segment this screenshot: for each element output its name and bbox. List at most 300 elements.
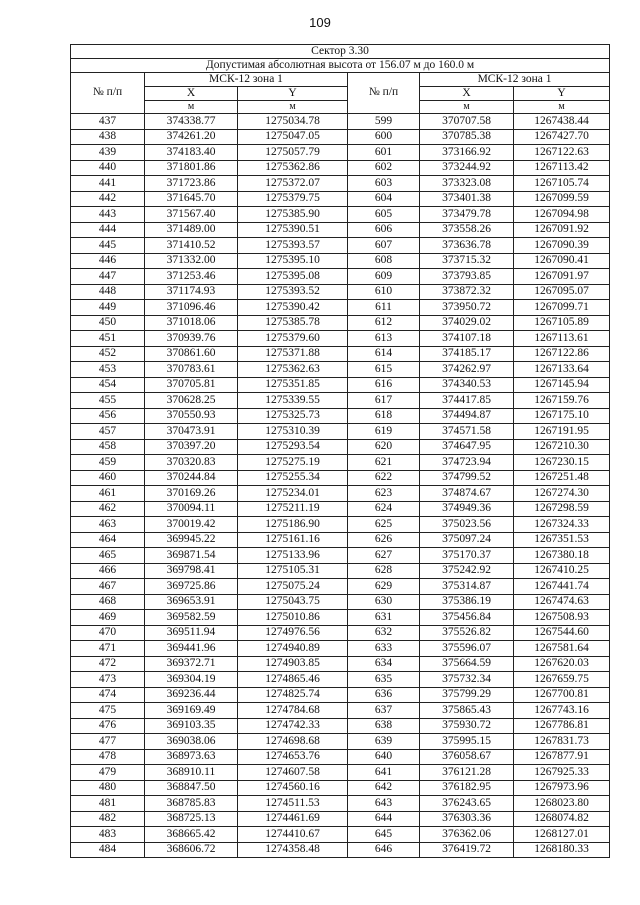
y-header-right: Y: [514, 87, 610, 101]
table-row: [71, 331, 610, 347]
x-coordinate: 370707.58: [420, 114, 514, 130]
table-row: [71, 408, 610, 424]
y-coordinate: 1267620.03: [514, 656, 610, 672]
coordinates-table: [70, 44, 610, 858]
table-row: [71, 796, 610, 812]
y-coordinate: 1275362.86: [238, 160, 348, 176]
point-number: 472: [71, 656, 145, 672]
y-coordinate: 1267786.81: [514, 718, 610, 734]
y-coordinate: 1267743.16: [514, 703, 610, 719]
y-coordinate: 1267105.74: [514, 176, 610, 192]
y-coordinate: 1274825.74: [238, 687, 348, 703]
point-number: 617: [348, 393, 420, 409]
x-coordinate: 373793.85: [420, 269, 514, 285]
y-coordinate: 1275034.78: [238, 114, 348, 130]
point-number: 448: [71, 284, 145, 300]
x-coordinate: 375386.19: [420, 594, 514, 610]
point-number: 621: [348, 455, 420, 471]
x-coordinate: 375930.72: [420, 718, 514, 734]
x-coordinate: 370705.81: [145, 377, 238, 393]
y-coordinate: 1267877.91: [514, 749, 610, 765]
table-row: [71, 718, 610, 734]
page-number: 109: [309, 15, 331, 30]
y-coordinate: 1267095.07: [514, 284, 610, 300]
x-coordinate: 368973.63: [145, 749, 238, 765]
point-number: 475: [71, 703, 145, 719]
y-coordinate: 1274461.69: [238, 811, 348, 827]
point-number: 633: [348, 641, 420, 657]
y-coordinate: 1275075.24: [238, 579, 348, 595]
point-number: 441: [71, 176, 145, 192]
point-number: 440: [71, 160, 145, 176]
table-body: [71, 114, 610, 858]
point-number: 469: [71, 610, 145, 626]
x-coordinate: 368847.50: [145, 780, 238, 796]
point-number: 623: [348, 486, 420, 502]
y-coordinate: 1267410.25: [514, 563, 610, 579]
point-number: 456: [71, 408, 145, 424]
x-coordinate: 371332.00: [145, 253, 238, 269]
x-coordinate: 374874.67: [420, 486, 514, 502]
table-row: [71, 672, 610, 688]
y-coordinate: 1275234.01: [238, 486, 348, 502]
table-row: [71, 517, 610, 533]
x-coordinate: 369169.49: [145, 703, 238, 719]
x-coordinate: 369798.41: [145, 563, 238, 579]
x-coordinate: 369582.59: [145, 610, 238, 626]
y-coordinate: 1275211.19: [238, 501, 348, 517]
x-coordinate: 374262.97: [420, 362, 514, 378]
point-number: 453: [71, 362, 145, 378]
y-coordinate: 1267113.42: [514, 160, 610, 176]
y-coordinate: 1267145.94: [514, 377, 610, 393]
y-coordinate: 1267122.63: [514, 145, 610, 161]
point-number: 438: [71, 129, 145, 145]
y-coordinate: 1267380.18: [514, 548, 610, 564]
point-number: 467: [71, 579, 145, 595]
point-number: 480: [71, 780, 145, 796]
point-number: 468: [71, 594, 145, 610]
x-coordinate: 373244.92: [420, 160, 514, 176]
point-number: 605: [348, 207, 420, 223]
point-number: 637: [348, 703, 420, 719]
y-coordinate: 1268127.01: [514, 827, 610, 843]
x-coordinate: 374107.18: [420, 331, 514, 347]
table-row: [71, 687, 610, 703]
table-row: [71, 129, 610, 145]
point-number: 614: [348, 346, 420, 362]
y-coordinate: 1267191.95: [514, 424, 610, 440]
x-coordinate: 373715.32: [420, 253, 514, 269]
x-coordinate: 370785.38: [420, 129, 514, 145]
x-coordinate: 375242.92: [420, 563, 514, 579]
x-coordinate: 375097.24: [420, 532, 514, 548]
y-coordinate: 1275390.51: [238, 222, 348, 238]
point-number: 463: [71, 517, 145, 533]
point-number: 628: [348, 563, 420, 579]
x-coordinate: 369038.06: [145, 734, 238, 750]
num-header-right: № п/п: [348, 73, 420, 114]
y-coordinate: 1275379.75: [238, 191, 348, 207]
y-coordinate: 1275043.75: [238, 594, 348, 610]
point-number: 457: [71, 424, 145, 440]
x-coordinate: 370244.84: [145, 470, 238, 486]
point-number: 439: [71, 145, 145, 161]
y-coordinate: 1267474.63: [514, 594, 610, 610]
point-number: 622: [348, 470, 420, 486]
point-number: 642: [348, 780, 420, 796]
x-coordinate: 374029.02: [420, 315, 514, 331]
table-row: [71, 114, 610, 130]
y-coordinate: 1267105.89: [514, 315, 610, 331]
y-coordinate: 1275047.05: [238, 129, 348, 145]
table-row: [71, 424, 610, 440]
point-number: 613: [348, 331, 420, 347]
y-coordinate: 1275339.55: [238, 393, 348, 409]
y-coordinate: 1267094.98: [514, 207, 610, 223]
point-number: 634: [348, 656, 420, 672]
x-coordinate: 371723.86: [145, 176, 238, 192]
point-number: 599: [348, 114, 420, 130]
x-coordinate: 371489.00: [145, 222, 238, 238]
y-coordinate: 1268023.80: [514, 796, 610, 812]
x-coordinate: 371801.86: [145, 160, 238, 176]
x-coordinate: 370397.20: [145, 439, 238, 455]
y-coordinate: 1274410.67: [238, 827, 348, 843]
table-row: [71, 765, 610, 781]
table-row: [71, 486, 610, 502]
sector-title: Сектор 3.30: [71, 45, 610, 59]
table-row: [71, 207, 610, 223]
point-number: 635: [348, 672, 420, 688]
point-number: 477: [71, 734, 145, 750]
y-coordinate: 1275161.16: [238, 532, 348, 548]
x-coordinate: 369236.44: [145, 687, 238, 703]
point-number: 602: [348, 160, 420, 176]
y-header-left: Y: [238, 87, 348, 101]
point-number: 459: [71, 455, 145, 471]
x-coordinate: 375664.59: [420, 656, 514, 672]
y-coordinate: 1274784.68: [238, 703, 348, 719]
y-coordinate: 1267091.92: [514, 222, 610, 238]
x-coordinate: 375526.82: [420, 625, 514, 641]
point-number: 447: [71, 269, 145, 285]
y-coordinate: 1267351.53: [514, 532, 610, 548]
y-coordinate: 1275133.96: [238, 548, 348, 564]
point-number: 445: [71, 238, 145, 254]
y-coordinate: 1268074.82: [514, 811, 610, 827]
point-number: 455: [71, 393, 145, 409]
y-coordinate: 1275390.42: [238, 300, 348, 316]
x-coordinate: 374799.52: [420, 470, 514, 486]
x-coordinate: 368606.72: [145, 842, 238, 858]
y-coordinate: 1267090.41: [514, 253, 610, 269]
y-coordinate: 1267581.64: [514, 641, 610, 657]
table-row: [71, 579, 610, 595]
point-number: 470: [71, 625, 145, 641]
point-number: 460: [71, 470, 145, 486]
point-number: 443: [71, 207, 145, 223]
y-coordinate: 1268180.33: [514, 842, 610, 858]
table-row: [71, 470, 610, 486]
x-coordinate: 375170.37: [420, 548, 514, 564]
x-coordinate: 376419.72: [420, 842, 514, 858]
y-coordinate: 1275293.54: [238, 439, 348, 455]
y-coordinate: 1267700.81: [514, 687, 610, 703]
table-row: [71, 362, 610, 378]
x-coordinate: 374723.94: [420, 455, 514, 471]
x-coordinate: 374261.20: [145, 129, 238, 145]
y-coordinate: 1274653.76: [238, 749, 348, 765]
x-coordinate: 370783.61: [145, 362, 238, 378]
table-row: [71, 563, 610, 579]
y-coordinate: 1275057.79: [238, 145, 348, 161]
point-number: 620: [348, 439, 420, 455]
point-number: 610: [348, 284, 420, 300]
point-number: 607: [348, 238, 420, 254]
table-row: [71, 641, 610, 657]
point-number: 611: [348, 300, 420, 316]
point-number: 618: [348, 408, 420, 424]
point-number: 619: [348, 424, 420, 440]
point-number: 615: [348, 362, 420, 378]
x-coordinate: 375596.07: [420, 641, 514, 657]
x-coordinate: 370628.25: [145, 393, 238, 409]
table-row: [71, 176, 610, 192]
y-coordinate: 1267438.44: [514, 114, 610, 130]
x-coordinate: 374494.87: [420, 408, 514, 424]
y-coordinate: 1275275.19: [238, 455, 348, 471]
point-number: 473: [71, 672, 145, 688]
point-number: 609: [348, 269, 420, 285]
x-coordinate: 368910.11: [145, 765, 238, 781]
point-number: 452: [71, 346, 145, 362]
table-row: [71, 455, 610, 471]
y-coordinate: 1274560.16: [238, 780, 348, 796]
y-coordinate: 1267133.64: [514, 362, 610, 378]
x-coordinate: 368725.13: [145, 811, 238, 827]
y-coordinate: 1267210.30: [514, 439, 610, 455]
x-coordinate: 373323.08: [420, 176, 514, 192]
point-number: 627: [348, 548, 420, 564]
y-coordinate: 1267274.30: [514, 486, 610, 502]
point-number: 476: [71, 718, 145, 734]
point-number: 462: [71, 501, 145, 517]
x-coordinate: 370019.42: [145, 517, 238, 533]
y-coordinate: 1267659.75: [514, 672, 610, 688]
point-number: 458: [71, 439, 145, 455]
y-coordinate: 1274358.48: [238, 842, 348, 858]
y-coordinate: 1275362.63: [238, 362, 348, 378]
x-coordinate: 373872.32: [420, 284, 514, 300]
point-number: 632: [348, 625, 420, 641]
x-coordinate: 369871.54: [145, 548, 238, 564]
y-coordinate: 1275325.73: [238, 408, 348, 424]
point-number: 631: [348, 610, 420, 626]
point-number: 646: [348, 842, 420, 858]
point-number: 641: [348, 765, 420, 781]
point-number: 624: [348, 501, 420, 517]
table-row: [71, 594, 610, 610]
x-coordinate: 376303.36: [420, 811, 514, 827]
y-coordinate: 1267831.73: [514, 734, 610, 750]
table-row: [71, 222, 610, 238]
point-number: 606: [348, 222, 420, 238]
point-number: 630: [348, 594, 420, 610]
x-coordinate: 371410.52: [145, 238, 238, 254]
x-coordinate: 374338.77: [145, 114, 238, 130]
table-row: [71, 749, 610, 765]
point-number: 636: [348, 687, 420, 703]
y-coordinate: 1267251.48: [514, 470, 610, 486]
x-coordinate: 376058.67: [420, 749, 514, 765]
point-number: 483: [71, 827, 145, 843]
point-number: 474: [71, 687, 145, 703]
y-coordinate: 1275379.60: [238, 331, 348, 347]
y-coordinate: 1275393.57: [238, 238, 348, 254]
x-coordinate: 374417.85: [420, 393, 514, 409]
point-number: 478: [71, 749, 145, 765]
x-coordinate: 373636.78: [420, 238, 514, 254]
x-coordinate: 371645.70: [145, 191, 238, 207]
x-coordinate: 370473.91: [145, 424, 238, 440]
point-number: 446: [71, 253, 145, 269]
y-coordinate: 1274698.68: [238, 734, 348, 750]
table-row: [71, 253, 610, 269]
point-number: 442: [71, 191, 145, 207]
y-coordinate: 1267544.60: [514, 625, 610, 641]
x-coordinate: 368785.83: [145, 796, 238, 812]
y-coordinate: 1275255.34: [238, 470, 348, 486]
y-coordinate: 1275395.08: [238, 269, 348, 285]
y-coordinate: 1267324.33: [514, 517, 610, 533]
y-coordinate: 1275395.10: [238, 253, 348, 269]
x-coordinate: 375314.87: [420, 579, 514, 595]
x-coordinate: 374949.36: [420, 501, 514, 517]
x-unit-right: м: [420, 101, 514, 114]
point-number: 482: [71, 811, 145, 827]
x-coordinate: 375456.84: [420, 610, 514, 626]
y-coordinate: 1267175.10: [514, 408, 610, 424]
x-coordinate: 376182.95: [420, 780, 514, 796]
y-coordinate: 1275010.86: [238, 610, 348, 626]
point-number: 444: [71, 222, 145, 238]
x-coordinate: 371567.40: [145, 207, 238, 223]
table-row: [71, 315, 610, 331]
y-unit-left: м: [238, 101, 348, 114]
x-coordinate: 369372.71: [145, 656, 238, 672]
y-coordinate: 1274903.85: [238, 656, 348, 672]
table-row: [71, 656, 610, 672]
point-number: 603: [348, 176, 420, 192]
x-coordinate: 374571.58: [420, 424, 514, 440]
x-coordinate: 370550.93: [145, 408, 238, 424]
point-number: 600: [348, 129, 420, 145]
y-coordinate: 1274976.56: [238, 625, 348, 641]
x-coordinate: 371096.46: [145, 300, 238, 316]
y-coordinate: 1275105.31: [238, 563, 348, 579]
point-number: 466: [71, 563, 145, 579]
x-coordinate: 369945.22: [145, 532, 238, 548]
y-coordinate: 1275372.07: [238, 176, 348, 192]
x-coordinate: 376243.65: [420, 796, 514, 812]
x-coordinate: 369103.35: [145, 718, 238, 734]
x-coordinate: 370861.60: [145, 346, 238, 362]
system-header-right: МСК-12 зона 1: [420, 73, 610, 87]
table-row: [71, 393, 610, 409]
point-number: 454: [71, 377, 145, 393]
table-row: [71, 610, 610, 626]
table-row: [71, 300, 610, 316]
y-coordinate: 1275351.85: [238, 377, 348, 393]
x-coordinate: 373950.72: [420, 300, 514, 316]
point-number: 601: [348, 145, 420, 161]
x-coordinate: 370094.11: [145, 501, 238, 517]
y-coordinate: 1267427.70: [514, 129, 610, 145]
y-coordinate: 1267925.33: [514, 765, 610, 781]
point-number: 643: [348, 796, 420, 812]
y-coordinate: 1267091.97: [514, 269, 610, 285]
x-coordinate: 374185.17: [420, 346, 514, 362]
y-coordinate: 1267973.96: [514, 780, 610, 796]
y-coordinate: 1275393.52: [238, 284, 348, 300]
x-unit-left: м: [145, 101, 238, 114]
x-coordinate: 373166.92: [420, 145, 514, 161]
x-coordinate: 375865.43: [420, 703, 514, 719]
y-unit-right: м: [514, 101, 610, 114]
y-coordinate: 1275385.90: [238, 207, 348, 223]
point-number: 625: [348, 517, 420, 533]
y-coordinate: 1267090.39: [514, 238, 610, 254]
point-number: 608: [348, 253, 420, 269]
y-coordinate: 1275186.90: [238, 517, 348, 533]
x-coordinate: 375023.56: [420, 517, 514, 533]
table-row: [71, 734, 610, 750]
table-row: [71, 269, 610, 285]
point-number: 461: [71, 486, 145, 502]
y-coordinate: 1274511.53: [238, 796, 348, 812]
y-coordinate: 1267159.76: [514, 393, 610, 409]
x-coordinate: 371018.06: [145, 315, 238, 331]
x-header-left: X: [145, 87, 238, 101]
x-coordinate: 368665.42: [145, 827, 238, 843]
point-number: 464: [71, 532, 145, 548]
y-coordinate: 1267230.15: [514, 455, 610, 471]
point-number: 604: [348, 191, 420, 207]
y-coordinate: 1274607.58: [238, 765, 348, 781]
point-number: 638: [348, 718, 420, 734]
y-coordinate: 1275371.88: [238, 346, 348, 362]
altitude-note: Допустимая абсолютная высота от 156.07 м до 160.0 м: [71, 59, 610, 73]
point-number: 612: [348, 315, 420, 331]
point-number: 450: [71, 315, 145, 331]
table-row: [71, 145, 610, 161]
x-coordinate: 371253.46: [145, 269, 238, 285]
x-coordinate: 374183.40: [145, 145, 238, 161]
point-number: 640: [348, 749, 420, 765]
table-row: [71, 827, 610, 843]
x-coordinate: 369511.94: [145, 625, 238, 641]
y-coordinate: 1274940.89: [238, 641, 348, 657]
table-row: [71, 501, 610, 517]
x-coordinate: 371174.93: [145, 284, 238, 300]
table-row: [71, 703, 610, 719]
point-number: 629: [348, 579, 420, 595]
point-number: 481: [71, 796, 145, 812]
table-row: [71, 439, 610, 455]
x-coordinate: 374647.95: [420, 439, 514, 455]
x-coordinate: 375995.15: [420, 734, 514, 750]
